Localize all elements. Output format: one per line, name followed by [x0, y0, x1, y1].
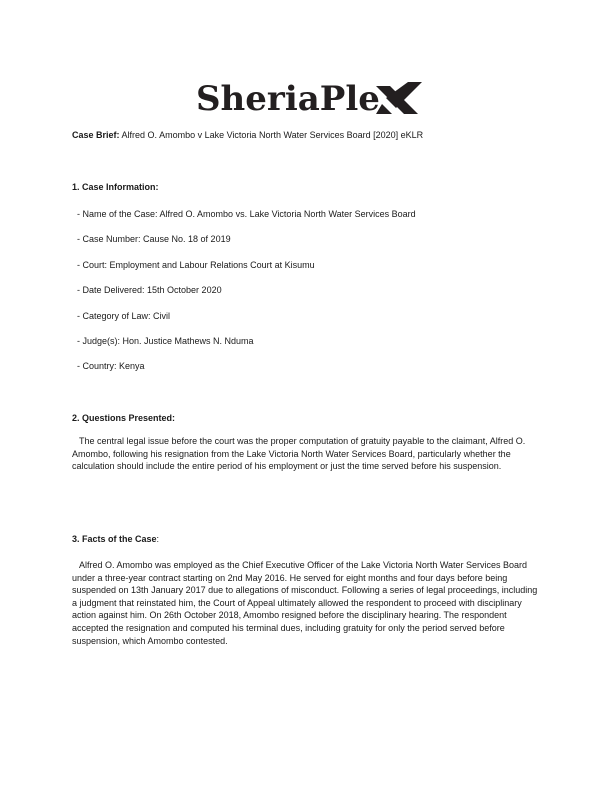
case-info-name: - Name of the Case: Alfred O. Amombo vs. Lake Victoria North Water Services Board	[77, 209, 416, 219]
case-info-number: - Case Number: Cause No. 18 of 2019	[77, 234, 231, 245]
case-info-country: - Country: Kenya	[77, 361, 145, 372]
document-body	[72, 129, 542, 646]
facts-heading-text: 3. Facts of the Case	[72, 534, 157, 544]
case-info-date: - Date Delivered: 15th October 2020	[77, 285, 222, 296]
case-brief-title: Alfred O. Amombo v Lake Victoria North Water Services Board [2020] eKLR	[121, 130, 424, 140]
section-heading-case-information: 1. Case Information:	[72, 182, 159, 192]
questions-presented-paragraph: The central legal issue before the court was the proper computation of gratuity payable to the claimant, Alfred O. Amombo, following his resignation from the Lake Victoria North Water Services Board, particularly whether the calculation should include the entire period of his employment or just the time served before his suspension.	[72, 436, 526, 472]
logo-wordmark: SheriaPle	[196, 79, 380, 119]
case-info-court: - Court: Employment and Labour Relations Court at Kisumu	[77, 259, 315, 270]
facts-paragraph: Alfred O. Amombo was employed as the Chief Executive Officer of the Lake Victoria North Water Services Board under a three-year contract starting on 2nd May 2016. He served for eight months and four days before being suspended on 13th January 2017 due to allegations of misconduct. Following a series of legal proceedings, including a judgment that reinstated him, the Court of Appeal ultimately allowed the respondent to proceed with disciplinary action against him. On 26th October 2018, Amombo resigned before the disciplinary hearing. The respondent accepted the resignation and computed his terminal dues, including gratuity for only the period served before suspension, which Amombo contested.	[72, 560, 538, 646]
sheriaplex-logo	[0, 74, 612, 122]
section-heading-facts	[72, 533, 159, 546]
facts-heading-colon: :	[156, 534, 160, 544]
case-information-list	[72, 208, 416, 386]
case-brief-label: Case Brief:	[72, 130, 120, 140]
case-info-category: - Category of Law: Civil	[77, 310, 171, 321]
logo-graphic	[186, 74, 426, 122]
case-info-judge: - Judge(s): Hon. Justice Mathews N. Nduma	[77, 335, 254, 346]
case-brief-line	[72, 129, 542, 142]
section-heading-questions-presented: 2. Questions Presented:	[72, 413, 176, 423]
